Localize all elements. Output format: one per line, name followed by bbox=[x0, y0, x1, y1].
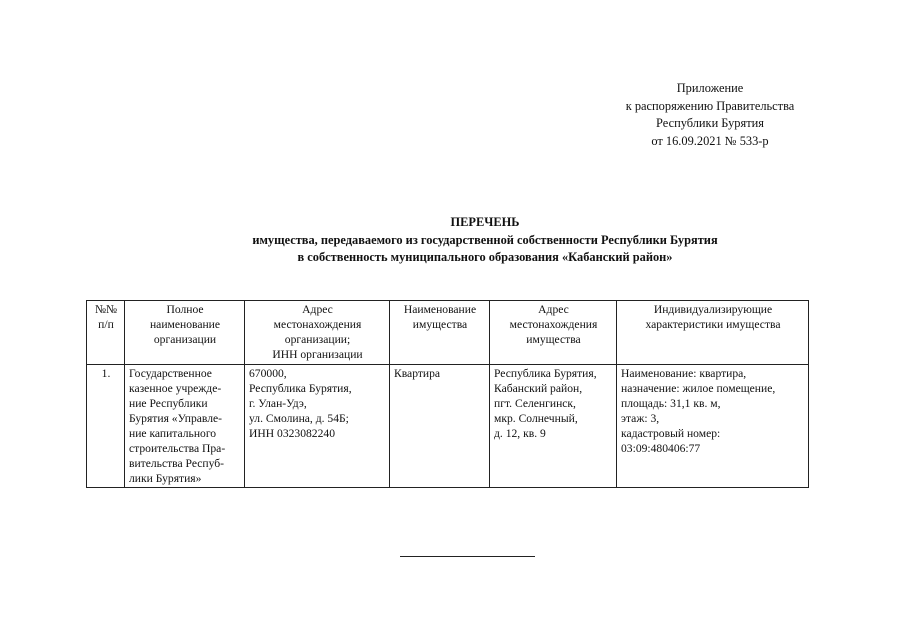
property-table bbox=[86, 300, 809, 488]
appendix-line: к распоряжению Правительства bbox=[625, 98, 795, 113]
header-organization-address: Адрес местонахождения организации; ИНН организации bbox=[245, 301, 390, 365]
document-subtitle: в собственность муниципального образования «Кабанский район» bbox=[297, 250, 673, 264]
cell-number: 1. bbox=[87, 365, 125, 488]
header-number: №№ п/п bbox=[87, 301, 125, 365]
header-property: Наименование имущества bbox=[390, 301, 490, 365]
cell-organization-address: 670000, Республика Бурятия, г. Улан-Удэ, ул. Смолина, д. 54Б; ИНН 0323082240 bbox=[245, 365, 390, 488]
header-property-address: Адрес местонахождения имущества bbox=[490, 301, 617, 365]
appendix-line: от 16.09.2021 № 533-р bbox=[651, 133, 769, 148]
cell-characteristics: Наименование: квартира, назначение: жилое помещение, площадь: 31,1 кв. м, этаж: 3, кадастровый номер: 03:09:480406:77 bbox=[617, 365, 809, 488]
appendix-line: Республики Бурятия bbox=[656, 116, 764, 130]
cell-organization: Государственное казенное учрежде- ние Республики Бурятия «Управле- ние капитального строительства Пра- вительства Респуб- лики Бурятия» bbox=[125, 365, 245, 488]
document-title: ПЕРЕЧЕНЬ bbox=[450, 215, 520, 229]
closing-rule bbox=[400, 556, 535, 557]
document-heading bbox=[0, 214, 905, 267]
appendix-block bbox=[560, 80, 860, 150]
cell-property: Квартира bbox=[390, 365, 490, 488]
header-characteristics: Индивидуализирующие характеристики имущества bbox=[617, 301, 809, 365]
document-subtitle: имущества, передаваемого из государственной собственности Республики Бурятия bbox=[252, 232, 718, 247]
table-header-row bbox=[87, 301, 809, 365]
appendix-line: Приложение bbox=[676, 81, 744, 95]
cell-property-address: Республика Бурятия, Кабанский район, пгт. Селенгинск, мкр. Солнечный, д. 12, кв. 9 bbox=[490, 365, 617, 488]
header-organization: Полное наименование организации bbox=[125, 301, 245, 365]
table-row bbox=[87, 365, 809, 488]
